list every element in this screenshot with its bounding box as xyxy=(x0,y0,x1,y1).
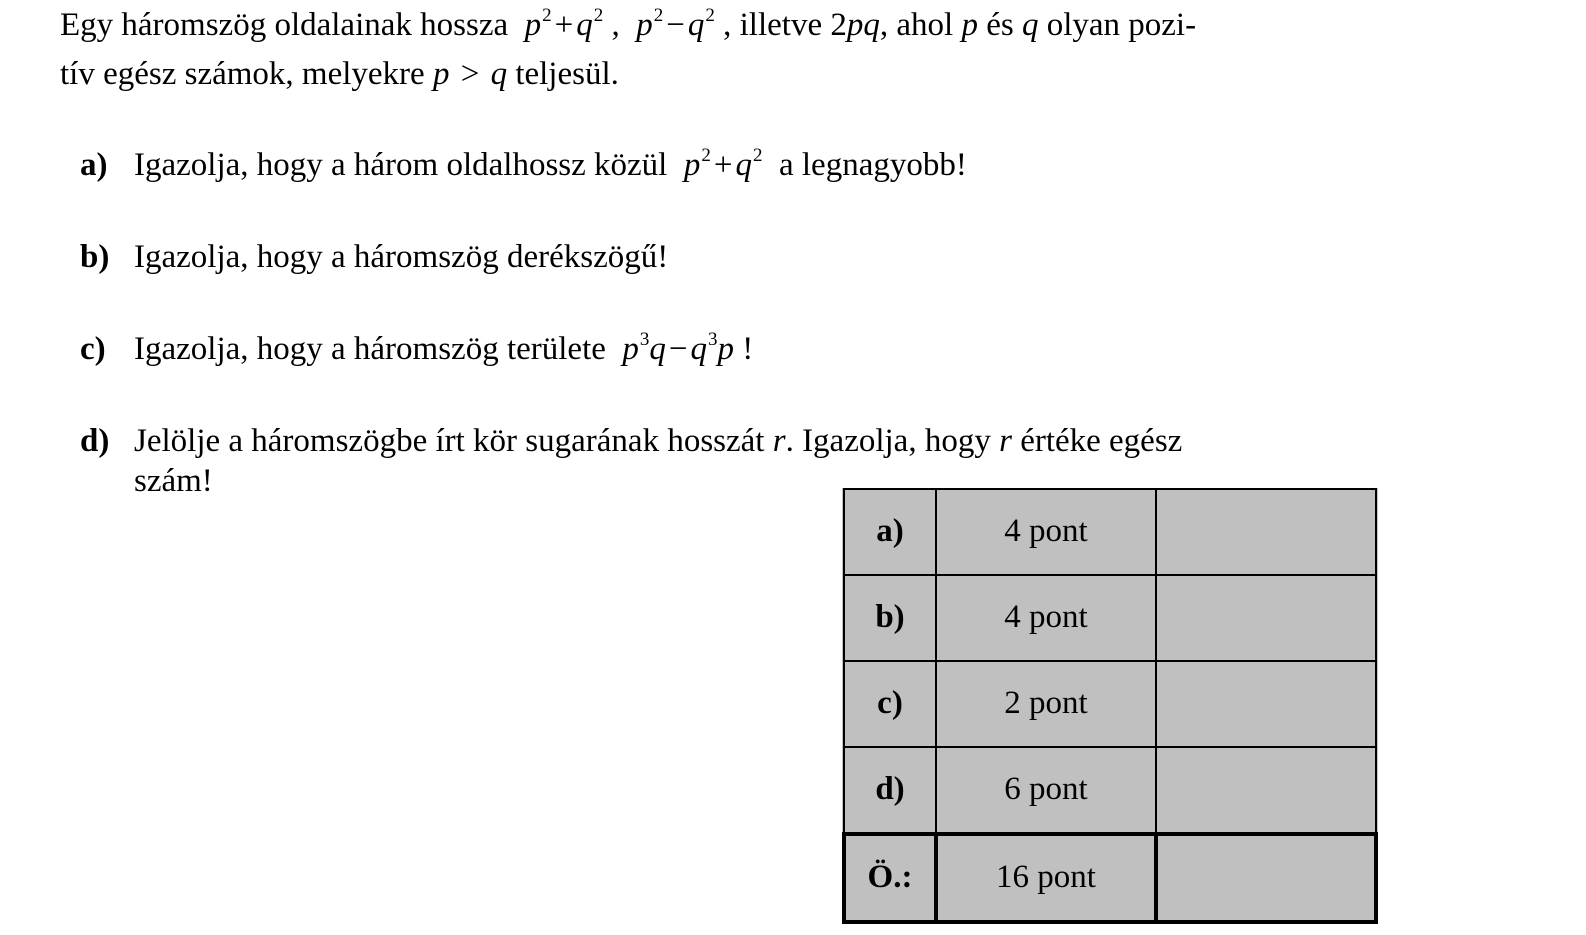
score-row-total xyxy=(844,834,1376,922)
statement-text-3: , ahol xyxy=(879,7,954,43)
statement-text-6: tív egész számok, melyekre xyxy=(60,56,425,92)
score-row-points: 4 pont xyxy=(936,489,1156,575)
problem-statement-line-2 xyxy=(60,55,1380,104)
score-row-a xyxy=(844,489,1376,575)
task-d-var-r-2: r xyxy=(999,423,1012,459)
statement-text-1: Egy háromszög oldalainak hossza xyxy=(60,7,509,43)
score-row-c xyxy=(844,661,1376,747)
var-p: p xyxy=(961,7,978,43)
expr-pq: pq xyxy=(846,7,880,43)
task-c-letter: c) xyxy=(80,331,106,367)
statement-text-7: teljesül. xyxy=(515,56,619,92)
score-total-earned-cell[interactable] xyxy=(1156,834,1376,922)
task-d-var-r: r xyxy=(772,423,786,459)
score-row-b xyxy=(844,575,1376,661)
score-row-points: 6 pont xyxy=(936,747,1156,834)
statement-text-5: olyan pozi- xyxy=(1046,7,1197,43)
score-row-earned-cell[interactable] xyxy=(1156,575,1376,661)
statement-text-2: , illetve 2 xyxy=(723,7,847,43)
task-d-text-3: értéke egész xyxy=(1020,423,1183,459)
task-d-text-2: . Igazolja, hogy xyxy=(785,423,991,459)
score-row-label: a) xyxy=(844,489,936,575)
task-a-expr: $p^2+q^2$ xyxy=(683,145,763,183)
task-b-text-1: Igazolja, hogy a háromszög derékszögű! xyxy=(134,239,669,275)
var-q: q xyxy=(1021,7,1039,43)
score-row-label: b) xyxy=(844,575,936,661)
score-row-points: 2 pont xyxy=(936,661,1156,747)
score-row-earned-cell[interactable] xyxy=(1156,747,1376,834)
score-table xyxy=(842,488,1378,924)
task-d-text-1: Jelölje a háromszögbe írt kör sugarának hosszát xyxy=(134,423,765,459)
task-b-letter: b) xyxy=(80,239,110,275)
score-row-d xyxy=(844,747,1376,834)
task-c-expr: $p^3q-q^3p$ xyxy=(622,329,735,367)
score-row-earned-cell[interactable] xyxy=(1156,661,1376,747)
task-a-text-2: a legnagyobb! xyxy=(778,147,967,183)
task-c-text-2: ! xyxy=(742,331,754,367)
score-row-earned-cell[interactable] xyxy=(1156,489,1376,575)
task-a-text-1: Igazolja, hogy a három oldalhossz közül xyxy=(134,147,668,183)
score-total-points: 16 pont xyxy=(936,834,1156,922)
expr-p2-plus-q2: $p^2+q^2$ xyxy=(524,5,604,43)
expr-p-gt-q: p > q xyxy=(432,56,508,92)
score-total-label: Ö.: xyxy=(844,834,936,922)
task-d-text-4: szám! xyxy=(134,463,213,499)
problem-statement xyxy=(60,6,1380,104)
task-b-text xyxy=(134,238,1384,278)
score-row-label: c) xyxy=(844,661,936,747)
task-a-letter: a) xyxy=(80,147,108,183)
task-c-text-1: Igazolja, hogy a háromszög területe xyxy=(134,331,606,367)
task-c-text xyxy=(134,330,1384,370)
statement-text-4: és xyxy=(986,7,1014,43)
score-row-points: 4 pont xyxy=(936,575,1156,661)
expr-p2-minus-q2: $p^2-q^2$ xyxy=(636,5,715,43)
task-d-letter: d) xyxy=(80,423,110,459)
problem-statement-line-1: Egy háromszög oldalainak hossza $p^2+q^2$ , $p^2-q^2$ , illetve 2pq, ahol p és q olyan pozi- xyxy=(60,5,1197,43)
score-row-label: d) xyxy=(844,747,936,834)
task-a-text xyxy=(134,146,1384,186)
